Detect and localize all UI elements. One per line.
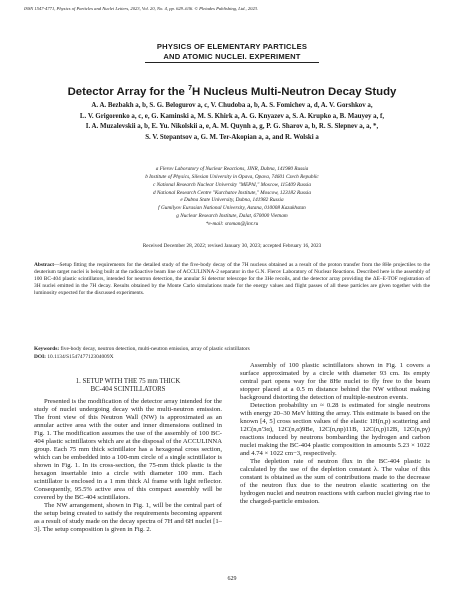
body-paragraph: The NW arrangement, shown in Fig. 1, will be the central part of the setup being created to satisfy the requirements becoming apparent as a result of study made on the decay spectra of 7H and 6H nuclei [1–3]. The setup composition is given in Fig. 2. <box>34 502 222 533</box>
title-pre: Detector Array for the <box>67 85 189 98</box>
body-paragraph: Presented is the modification of the detector array intended for the study of nuclei undergoing decay with the multi-neutron emission. The front view of this Neutron Wall (NW) is approximated as an annular active area with the outer and inner dimensions outlined in Fig. 1. The modification assumes the use of the assembly of 100 BC-404 plastic scintillators which are at the disposal of the ACCULINNA group. Each 75 mm thick scintillator has a hexagonal cross section, which can be embedded into a 100-mm circle of a single scintillator is shown in Fig. 1. In its cross-section, the 75-mm thick plastic is the hexagon insertable into a circle with diameter 100 mm. Each scintillator is enclosed in a 1 mm thick Al frame with light reflector. Consequently, 95.5% active area of this compact assembly will be covered by the BC-404 scintillators. <box>34 398 222 501</box>
keywords-block <box>34 346 430 361</box>
section-heading-line1: 1. SETUP WITH THE 75 mm THICK <box>75 378 181 385</box>
author-line: I. A. Muzalevskii a, b, E. Yu. Nikolskii a, e, A. M. Quynh a, g, P. G. Sharov a, b, R. S. Slepnev a, a, *, <box>85 123 379 131</box>
section-rule <box>145 62 319 63</box>
affiliation: g Nuclear Research Institute, Dalat, 670000 Vietnam <box>176 213 288 220</box>
right-column <box>240 362 430 506</box>
title-sup: 7 <box>188 85 192 92</box>
section-title-line2: AND ATOMIC NUCLEI. EXPERIMENT <box>163 52 301 61</box>
affiliation: c National Research Nuclear University "MEPhI," Moscow, 115409 Russia <box>153 181 311 188</box>
running-header: ISSN 1547-4771, Physics of Particles and Nuclei Letters, 2023, Vol. 20, No. 4, pp. 629–636. © Pleiades Publishing, Ltd., 2023. <box>24 6 259 11</box>
abstract <box>34 262 430 297</box>
section-heading-line2: BC-404 SCINTILLATORS <box>90 386 166 394</box>
doi-text: 10.1134/S154747712304009X <box>45 353 114 360</box>
left-column <box>34 398 222 534</box>
author-line: L. V. Grigorenko a, c, e, G. Kaminski a, M. S. Khirk a, A. G. Knyazev a, S. A. Krupko a, B. Mauyey a, f, <box>79 112 385 120</box>
submission-dates: Received December 28, 2022; revised January 30, 2023; accepted February 16, 2023 <box>142 243 322 249</box>
body-paragraph: Assembly of 100 plastic scintillators shown in Fig. 1 covers a surface approximated by a circle with diameter 93 cm. Its empty central part opens way for the 8He nuclei to fly free to the beam stopper placed at a 0.5 m distance behind the NW without making background distorting the detection of multiple-neutron events. <box>240 362 430 401</box>
affiliation: a Flerov Laboratory of Nuclear Reactions, JINR, Dubna, 141980 Russia <box>155 166 309 172</box>
body-paragraph: The depletion rate of neutron flux in the BC-404 plastic is calculated by the use of the depletion constant λ. The value of this constant is obtained as the sum of contributions made to the decrease of the neutron flux due to the neutron elastic scattering on the hydrogen nuclei and neutron reactions with carbon nuclei giving rise to the charged-particle emission. <box>240 458 430 505</box>
paper-title <box>0 85 464 98</box>
author-line: S. V. Stepantsov a, G. M. Ter-Akopian a, a, and R. Wolski a <box>145 133 319 141</box>
body-paragraph: Detection probability εn ≈ 0.28 is estimated for single neutrons with energy 20–30 MeV hitting the array. This estimate is based on the known [4, 5] cross section values of the elastic 1H(n,p) scattering and 12C(n,n′3α), 12C(n,α)9Be, 12C(n,np)11B, 12C(n,p)12B, 12C(n,pγ) reactions induced by neutrons bombarding the hydrogen and carbon nuclei making the BC-404 plastic composition in amounts 5.23 × 1022 and 4.74 × 1022 cm−3, respectively. <box>240 402 430 457</box>
abstract-text: —Setup fitting the requirements for the detailed study of the five-body decay of the 7H nucleus obtained as a result of the proton transfer from the 8He projectiles to the deuterium target nuclei is being built at the radioactive beam line of ACCULINNA-2 separator in the G.N. Flerov Laboratory of Nuclear Reactions. Described here is the assembly of 100 BC-404 plastic scintillators, intended for neutron detection, the annular Si detector telescope for the 3He recoils, and the detector array providing the ΔE–E-TOF registration of 3H nuclei emitted in the 7H decay. Results obtained by the Monte Carlo simulations made for the energy values and flight passes of all these particles are given together with the luminosity expected for the discussed experiments. <box>34 262 430 296</box>
contact-email: *e-mail: sroman@jinr.ru <box>205 220 259 227</box>
affiliation: b Institute of Physics, Silesian University in Opava, Opava, 74601 Czech Republic <box>145 173 319 180</box>
section-title-line1: PHYSICS OF ELEMENTARY PARTICLES <box>156 42 308 51</box>
author-line: A. A. Bezbakh a, b, S. G. Belogurov a, c, V. Chudoba a, b, A. S. Fomichev a, d, A. V. Gorshkov a, <box>91 102 373 109</box>
title-post: H Nucleus Multi-Neutron Decay Study <box>191 85 397 98</box>
affiliation: e Dubna State University, Dubna, 141982 Russia <box>180 197 284 204</box>
affiliation-list <box>30 166 434 229</box>
keywords-label: Keywords: <box>34 346 60 352</box>
abstract-label: Abstract <box>34 262 55 268</box>
affiliation: d National Research Centre "Kurchatov Institute," Moscow, 123182 Russia <box>152 189 311 196</box>
doi-label: DOI: <box>34 353 46 360</box>
author-list <box>30 101 434 143</box>
keywords-text: five-body decay, neutron detection, multi-neutron emission, array of plastic scintillators <box>59 346 250 352</box>
affiliation: f Gumilyov Eurasian National University, Astana, 010008 Kazakhstan <box>158 205 306 212</box>
page-number: 629 <box>227 576 237 582</box>
section-heading <box>34 378 222 394</box>
